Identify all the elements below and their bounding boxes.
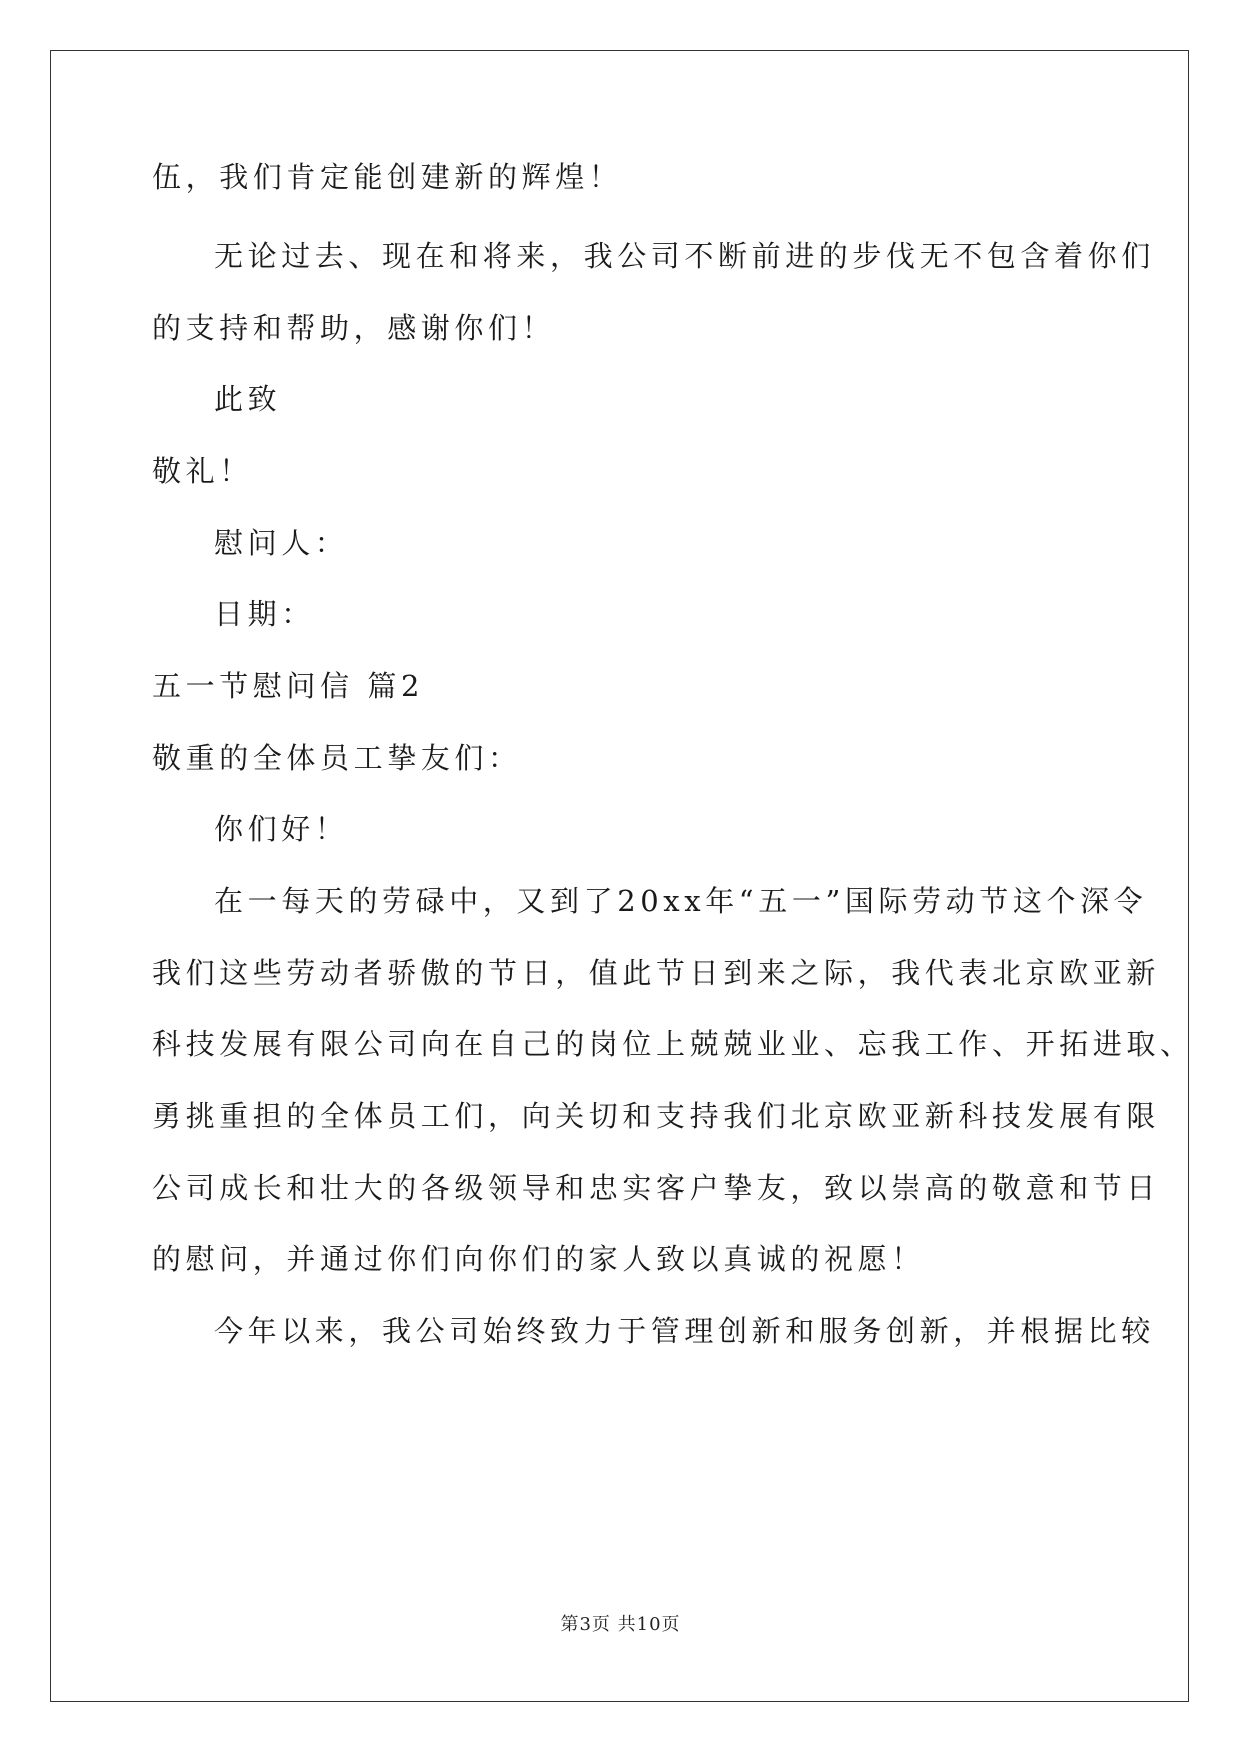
text-line: 伍，我们肯定能创建新的辉煌！ [152,160,623,194]
closing-regards: 敬礼！ [152,454,253,488]
page-border [50,50,1189,1702]
text-line: 公司成长和壮大的各级领导和忠实客户挚友，致以崇高的敬意和节日 [152,1171,1161,1205]
greeting: 敬重的全体员工挚友们： [152,741,522,775]
closing-salutation: 此致 [214,382,282,416]
text-line: 我们这些劳动者骄傲的节日，值此节日到来之际，我代表北京欧亚新 [152,956,1161,990]
text-line: 的支持和帮助，感谢你们！ [152,311,556,345]
text-line: 科技发展有限公司向在自己的岗位上兢兢业业、忘我工作、开拓进取、 [152,1027,1194,1061]
sender-label: 慰问人： [214,526,349,560]
greeting-hello: 你们好！ [214,812,349,846]
text-line: 今年以来，我公司始终致力于管理创新和服务创新，并根据比较 [214,1314,1155,1348]
date-label: 日期： [214,597,315,631]
page-number: 第3页 共10页 [560,1614,681,1635]
section-heading: 五一节慰问信 篇2 [152,669,425,703]
text-line: 在一每天的劳碌中，又到了20xx年“五一”国际劳动节这个深令 [214,884,1148,918]
text-line: 无论过去、现在和将来，我公司不断前进的步伐无不包含着你们 [214,239,1155,273]
text-line: 勇挑重担的全体员工们，向关切和支持我们北京欧亚新科技发展有限 [152,1099,1161,1133]
text-line: 的慰问，并通过你们向你们的家人致以真诚的祝愿！ [152,1242,925,1276]
